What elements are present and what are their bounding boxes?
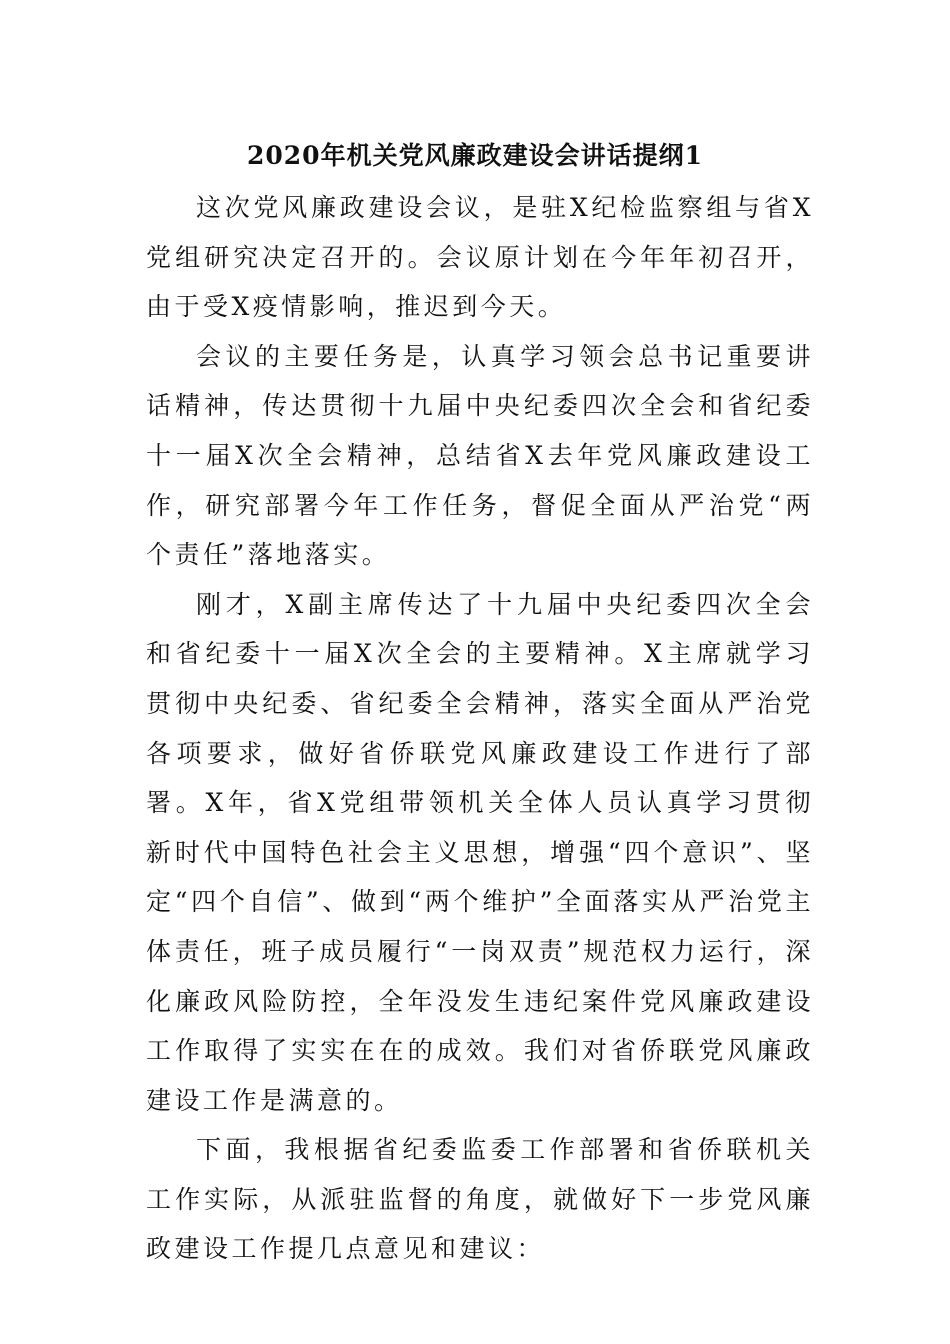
paragraph-suggestions-intro: 下面，我根据省纪委监委工作部署和省侨联机关工作实际，从派驻监督的角度，就做好下一步党风廉政建设工作提几点意见和建议： [146, 1135, 814, 1264]
document-body [146, 183, 814, 1274]
paragraph-meeting-intro: 这次党风廉政建设会议，是驻X纪检监察组与省X党组研究决定召开的。会议原计划在今年年初召开，由于受X疫情影响，推迟到今天。 [146, 193, 814, 322]
paragraph-work-review: 刚才，X副主席传达了十九届中央纪委四次全会和省纪委十一届X次全会的主要精神。X主席就学习贯彻中央纪委、省纪委全会精神，落实全面从严治党各项要求，做好省侨联党风廉政建设工作进行了部署。X年，省X党组带领机关全体人员认真学习贯彻新时代中国特色社会主义思想，增强“四个意识”、坚定“四个自信”、做到“两个维护”全面落实从严治党主体责任，班子成员履行“一岗双责”规范权力运行，深化廉政风险防控，全年没发生违纪案件党风廉政建设工作取得了实实在在的成效。我们对省侨联党风廉政建设工作是满意的。 [146, 589, 814, 1115]
document-title: 2020年机关党风廉政建设会讲话提纲1 [247, 141, 703, 170]
paragraph-main-tasks: 会议的主要任务是，认真学习领会总书记重要讲话精神，传达贯彻十九届中央纪委四次全会和省纪委十一届X次全会精神，总结省X去年党风廉政建设工作，研究部署今年工作任务，督促全面从严治党“两个责任”落地落实。 [146, 341, 814, 570]
